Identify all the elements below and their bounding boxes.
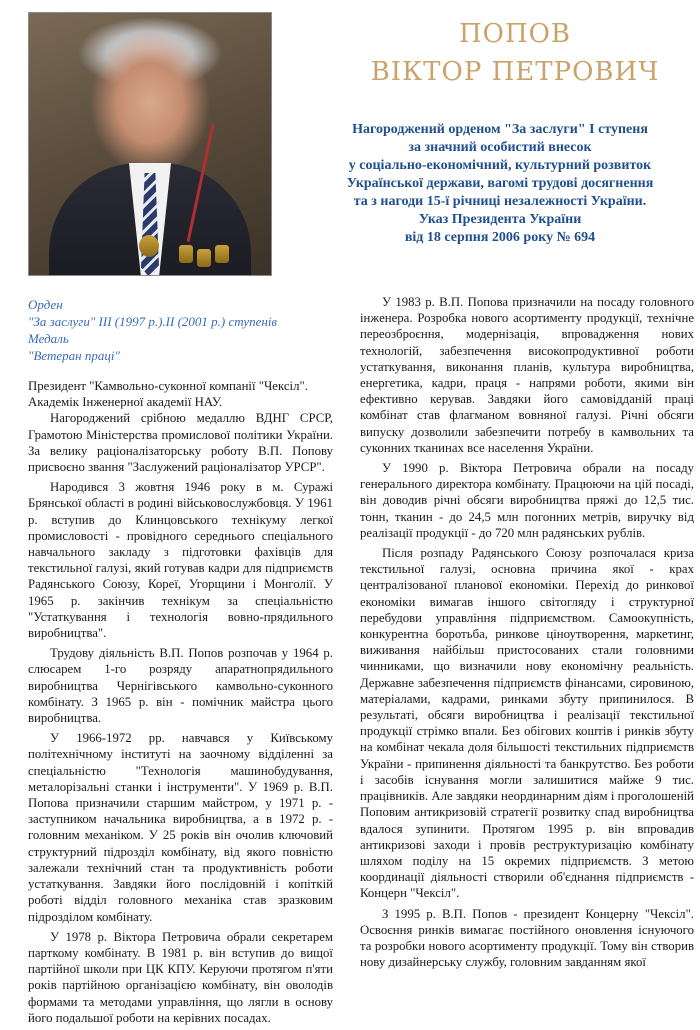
- paragraph: Народився 3 жовтня 1946 року в м. Суражі Брянської області в родині військовослужбовця. У 1961 р. вступив до Клинцовського технікуму легкої промисловості - провідного середнього спеціального навчального закладу з підготовки фахівців для текстильної галузі, який готував кадри для підприємств Радянського Союзу, Кореї, Угорщини і Монголії. У 1965 р. закінчив технікум за спеціальністю "Устаткування і технологія вовно-прядильного виробництва".: [28, 480, 333, 641]
- medal-item: Орден: [28, 297, 63, 312]
- award-line: та з нагоди 15-ї річниці незалежності України.: [353, 194, 647, 209]
- award-line: Нагороджений орденом "За заслуги" І ступеня: [352, 122, 648, 137]
- paragraph: Нагороджений срібною медаллю ВДНГ СРСР, Грамотою Міністерства промислової політики України. За велику раціоналізаторську роботу В.П. Попову присвоєно звання "Заслужений раціоналізатор УРСР".: [28, 411, 333, 475]
- intro-line: Президент "Камвольно-суконної компанії "Чексіл".: [28, 379, 308, 393]
- left-text-column: [28, 378, 333, 1030]
- award-line: Указ Президента України: [418, 212, 582, 227]
- paragraph: У 1978 р. Віктора Петровича обрали секретарем парткому комбінату. В 1981 р. він вступив до вищої партійної школи при ЦК КПУ. Керуючи протягом п'яти років партійною організацією комбінату, він оволодів формами та методами управління, що лягли в основу його подальшої роботи на керівних посадах.: [28, 929, 333, 1025]
- award-line: від 18 серпня 2006 року № 694: [404, 230, 596, 245]
- award-line: у соціально-економічний, культурний розвиток: [348, 158, 652, 173]
- name-given: ВІКТОР ПЕТРОВИЧ: [370, 57, 660, 87]
- paragraph: У 1990 р. Віктора Петровича обрали на посаду генерального директора комбінату. Працюючи на цій посаді, він доводив річні обсяги виробництва пряжі до 12,5 тис. тонн, тканин - до 24,5 млн погонних метрів, виручку від реалізації продукції - до 720 млн радянських рублів.: [360, 461, 694, 540]
- award-line: за значний особистий внесок: [408, 140, 592, 155]
- award-line: Української держави, вагомі трудові досягнення: [346, 176, 654, 191]
- medal-item: "За заслуги" ІІІ (1997 р.).ІІ (2001 р.) ступенів: [28, 314, 278, 329]
- paragraph: У 1966-1972 рр. навчався у Київському політехнічному інституті на заочному відділенні за спеціальністю "Технологія машинобудування, металорізальні станки і інструменти". У 1969 р. В.П. Попова призначили старшим майстром, у 1971 р. - заступником начальника виробництва, а в 1972 р. - головним механіком. У 25 років він очолив ключовий структурний підрозділ комбінату, від якого повністю залежали технічний стан та продуктивність роботи устаткування. Завдяки його послідовній і копіткій роботі відділ головного механіка став зразковим підрозділом комбінату.: [28, 731, 333, 924]
- paragraph: Після розпаду Радянського Союзу розпочалася криза текстильної галузі, основна причина якої - крах централізованої планової економіки. Перехід до ринкової економіки вимагав іншого світогляду і структурної перебудови управління підприємством. Самоокупність, конкурентна боротьба, ринкове ціноутворення, маркетинг, виживання найбільш пристосованих стали головними чинниками, що визначили нову економічну реальність. Державне забезпечення підприємств фінансами, сировиною, матеріалами, кадрами, ринками збуту припинилося. В результаті, обсяги виробництва і реалізації текстильної продукції стрімко впали. Без обігових коштів і ринків збуту на комбінат чекала доля більшості текстильних підприємств України - припинення діяльності та банкрутство. Без роботи і засобів існування могли залишитися майже 9 тис. працівників. Але завдяки неординарним діям і проголошеній Поповим антикризовій стратегії розвитку спад виробництва вдалося зупинити. Протягом 1995 р. він впровадив антикризові заходи і провів реструктуризацію комбінату шляхом поділу на 15 окремих підприємств. З метою координації діяльності створили об'єднання підприємств - Концерн "Чексіл".: [360, 546, 694, 901]
- award-statement: [300, 121, 700, 247]
- portrait-medal: [215, 245, 229, 263]
- portrait-medal: [139, 235, 159, 257]
- medals-list: [28, 296, 277, 364]
- portrait-medal: [197, 249, 211, 267]
- name-surname: ПОПОВ: [458, 19, 572, 49]
- medal-item: Медаль: [28, 331, 69, 346]
- paragraph: З 1995 р. В.П. Попов - президент Концерну "Чексіл". Освоєння ринків вимагає постійного оновлення існуючого та розробки нового асортименту продукції. Тому він створив нову дизайнерську службу, головним завданням якої: [360, 906, 694, 970]
- paragraph: Трудову діяльність В.П. Попов розпочав у 1964 р. слюсарем 1-го розряду апаратнопрядильного виробництва Чернігівського камвольно-суконного комбінату. З 1965 р. він - помічник майстра цього виробництва.: [28, 646, 333, 726]
- portrait-medal: [179, 245, 193, 263]
- medal-item: "Ветеран праці": [28, 348, 120, 363]
- paragraph: У 1983 р. В.П. Попова призначили на посаду головного інженера. Розробка нового асортименту продукції, технічне переозброєння, модернізація, впровадження нових технологій, забезпечення високопродуктивної роботи устаткування, виконання планів, культура виробництва, енергетика, кадри, праця - напрями роботи, якими він ефективно керував. Завдяки його самовідданій праці комбінат став флагманом вовняної галузі. Річні обсяги випуску дозволили забезпечити потребу в камвольних та суконних тканинах все населення України.: [360, 295, 694, 455]
- right-text-column: [360, 294, 694, 974]
- intro-line: Академік Інженерної академії НАУ.: [28, 395, 223, 410]
- portrait-photo: [28, 12, 272, 276]
